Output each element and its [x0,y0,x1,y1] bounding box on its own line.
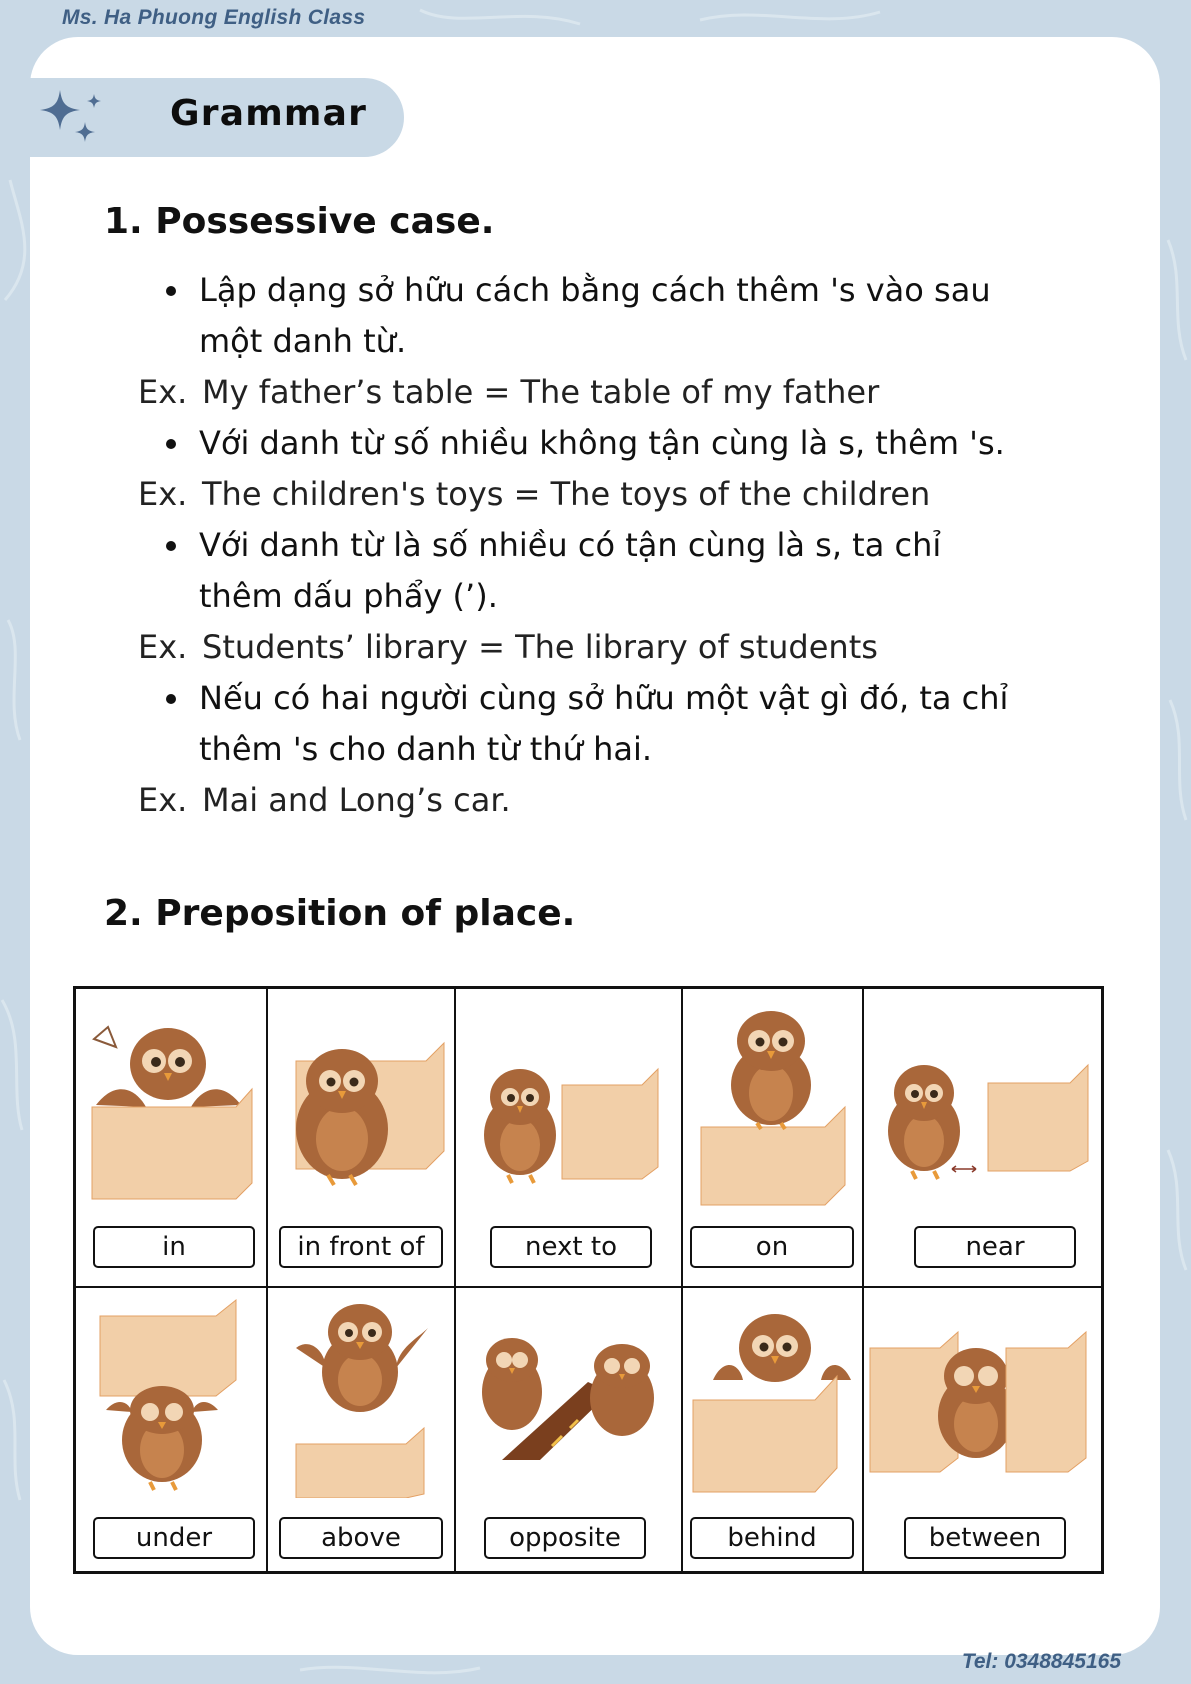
preposition-card-near [864,989,1104,1286]
example-label: Ex. [138,373,188,411]
bullet-text-line: Với danh từ số nhiều không tận cùng là s, thêm 's. [199,424,1005,462]
bullet-dot [166,541,176,551]
owl-in-box-illustration [76,989,266,1209]
example-text: Students’ library = The library of students [202,628,878,666]
bullet-dot [166,286,176,296]
example-row [138,469,930,520]
preposition-card-next-to [456,989,681,1286]
banner-title: Grammar [170,93,368,134]
example-row [138,367,879,418]
bullet-item [160,418,1060,469]
preposition-label-between: between [904,1517,1066,1559]
bullet-text-line: thêm 's cho danh từ thứ hai. [199,730,653,768]
bullet-dot [166,439,176,449]
owl-under-box-illustration [76,1288,266,1498]
sparkle-icon [38,88,110,148]
preposition-card-behind [683,1288,862,1574]
preposition-label-opposite: opposite [484,1517,646,1559]
bullet-text-line: Nếu có hai người cùng sở hữu một vật gì đó, ta chỉ [199,679,1009,717]
example-label: Ex. [138,628,188,666]
bullet-item [160,265,1060,367]
bullet-item [160,520,1060,622]
preposition-card-in-front-of [268,989,454,1286]
owl-behind-box-illustration [683,1288,862,1498]
preposition-card-between [864,1288,1104,1574]
owl-next-to-box-illustration [456,989,681,1209]
preposition-card-on [683,989,862,1286]
section2-title: 2. Preposition of place. [104,893,576,934]
preposition-card-under [76,1288,266,1574]
bullet-text-line: Lập dạng sở hữu cách bằng cách thêm 's vào sau [199,271,991,309]
preposition-label-near: near [914,1226,1076,1268]
preposition-label-above: above [279,1517,443,1559]
preposition-grid [73,986,1104,1574]
example-label: Ex. [138,781,188,819]
example-row [138,622,878,673]
section1-title: 1. Possessive case. [104,201,495,242]
example-row [138,775,511,826]
owl-between-boxes-illustration [864,1288,1104,1498]
brand-name: Ms. Ha Phuong English Class [62,6,366,29]
example-text: The children's toys = The toys of the children [202,475,931,513]
owl-on-box-illustration [683,989,862,1209]
preposition-label-next-to: next to [490,1226,652,1268]
example-label: Ex. [138,475,188,513]
bullet-text-line: thêm dấu phẩy (’). [199,577,498,615]
example-text: Mai and Long’s car. [202,781,511,819]
preposition-card-opposite [456,1288,681,1574]
bullet-dot [166,694,176,704]
owl-in-front-of-box-illustration [268,989,454,1209]
preposition-label-on: on [690,1226,854,1268]
owls-opposite-illustration [456,1288,681,1498]
preposition-label-under: under [93,1517,255,1559]
bullet-text-line: Với danh từ là số nhiều có tận cùng là s, ta chỉ [199,526,942,564]
owl-near-box-illustration [864,989,1104,1209]
footer-telephone: Tel: 0348845165 [961,1650,1121,1673]
example-text: My father’s table = The table of my father [202,373,880,411]
bullet-item [160,673,1060,775]
preposition-card-in [76,989,266,1286]
preposition-label-in-front-of: in front of [279,1226,443,1268]
preposition-label-behind: behind [690,1517,854,1559]
owl-above-box-illustration [268,1288,454,1498]
bullet-text-line: một danh từ. [199,322,407,360]
preposition-label-in: in [93,1226,255,1268]
preposition-card-above [268,1288,454,1574]
